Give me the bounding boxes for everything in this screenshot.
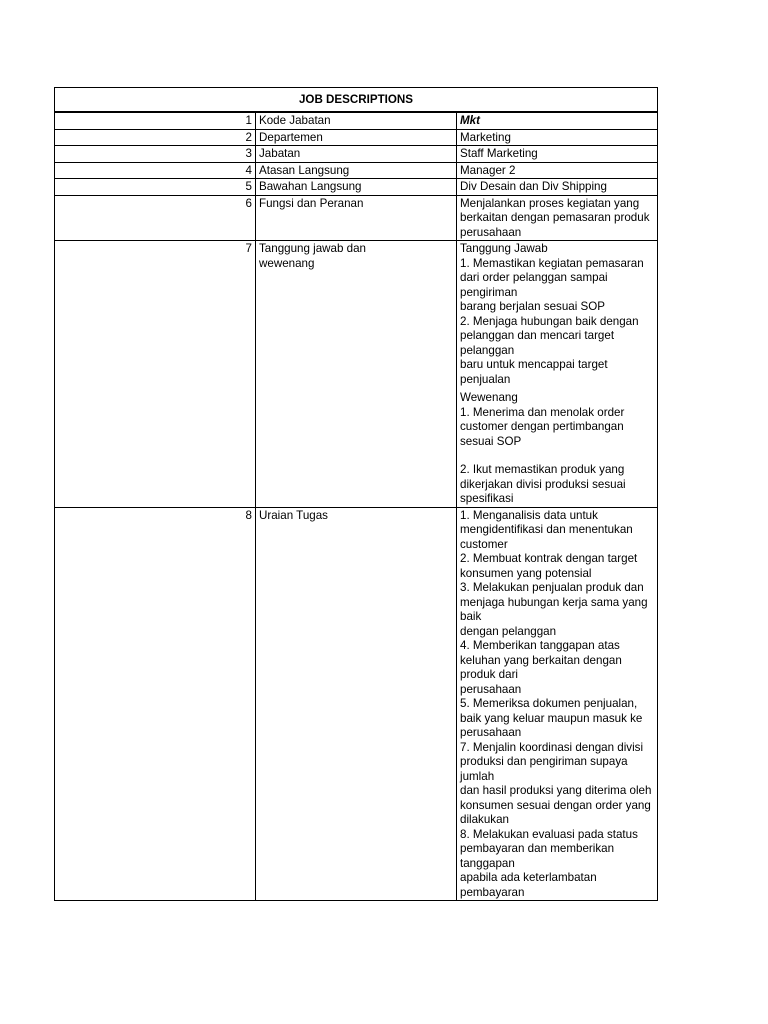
- value-line: dilakukan: [460, 813, 509, 826]
- value-line: 1. Menerima dan menolak order customer dengan pertimbangan sesuai SOP: [460, 405, 625, 448]
- value-line: 1. Memastikan kegiatan pemasaran dari order pelanggan sampai pengiriman: [460, 256, 644, 299]
- row-value: [457, 195, 658, 241]
- row-label: [256, 241, 457, 508]
- table-row: [55, 129, 658, 146]
- row-value: Staff Marketing: [457, 146, 658, 163]
- value-line: 2. Menjaga hubungan baik dengan pelanggan dan mencari target pelanggan: [460, 314, 639, 357]
- value-line: 2. Ikut memastikan produk yang dikerjakan divisi produksi sesuai spesifikasi: [460, 463, 626, 505]
- value-line: perusahaan: [460, 225, 522, 239]
- title-row: [55, 88, 658, 113]
- row-value: [457, 507, 658, 901]
- value-line: perusahaan: [460, 682, 522, 696]
- wewenang-heading: Wewenang: [460, 391, 518, 404]
- tanggung-jawab-heading: Tanggung Jawab: [460, 242, 548, 255]
- table-row: [55, 146, 658, 163]
- value-line: 7. Menjalin koordinasi dengan divisi produksi dan pengiriman supaya jumlah: [460, 740, 644, 783]
- row-number: 2: [55, 129, 256, 146]
- value-line: 8. Melakukan evaluasi pada status pembayaran dan memberikan tanggapan: [460, 827, 638, 870]
- spacer: [460, 449, 654, 463]
- value-line: apabila ada keterlambatan pembayaran: [460, 871, 597, 899]
- label-line: wewenang: [259, 256, 315, 270]
- value-line: 2. Membuat kontrak dengan target konsumen yang potensial: [460, 552, 638, 580]
- value-line: baru untuk mencappai target penjualan: [460, 358, 608, 386]
- row-label: Departemen: [256, 129, 457, 146]
- value-line: 3. Melakukan penjualan produk dan menjaga hubungan kerja sama yang baik: [460, 581, 648, 623]
- table-row: [55, 507, 658, 901]
- row-number: 6: [55, 195, 256, 241]
- value-line: perusahaan: [460, 726, 522, 739]
- table-title: JOB DESCRIPTIONS: [55, 88, 658, 113]
- row-label: Fungsi dan Peranan: [256, 195, 457, 241]
- label-line: Tanggung jawab dan: [259, 242, 367, 255]
- row-number: 4: [55, 162, 256, 179]
- value-line: 1. Menganalisis data untuk mengidentifikasi dan menentukan customer: [460, 508, 633, 551]
- row-number: 5: [55, 179, 256, 196]
- row-label: Kode Jabatan: [256, 112, 457, 129]
- row-label: Bawahan Langsung: [256, 179, 457, 196]
- table-row: [55, 195, 658, 241]
- value-line: Menjalankan proses kegiatan yang berkaitan dengan pemasaran produk: [460, 196, 650, 224]
- row-value: Mkt: [457, 112, 658, 129]
- row-value: Manager 2: [457, 162, 658, 179]
- row-value: Div Desain dan Div Shipping: [457, 179, 658, 196]
- table-row: [55, 112, 658, 129]
- table-row: [55, 162, 658, 179]
- row-label: Jabatan: [256, 146, 457, 163]
- value-line: 4. Memberikan tanggapan atas keluhan yang berkaitan dengan produk dari: [460, 639, 622, 681]
- row-label: Atasan Langsung: [256, 162, 457, 179]
- row-value: Marketing: [457, 129, 658, 146]
- row-number: 8: [55, 507, 256, 901]
- row-label: Uraian Tugas: [256, 507, 457, 901]
- value-line: barang berjalan sesuai SOP: [460, 300, 606, 313]
- value-line: dengan pelanggan: [460, 624, 557, 638]
- value-line: dan hasil produksi yang diterima oleh konsumen sesuai dengan order yang: [460, 784, 652, 812]
- value-line: 5. Memeriksa dokumen penjualan, baik yang keluar maupun masuk ke: [460, 697, 643, 725]
- row-value: [457, 241, 658, 508]
- table-row: [55, 241, 658, 508]
- row-number: 7: [55, 241, 256, 508]
- job-description-table: [54, 87, 658, 901]
- row-number: 1: [55, 112, 256, 129]
- row-number: 3: [55, 146, 256, 163]
- table-row: [55, 179, 658, 196]
